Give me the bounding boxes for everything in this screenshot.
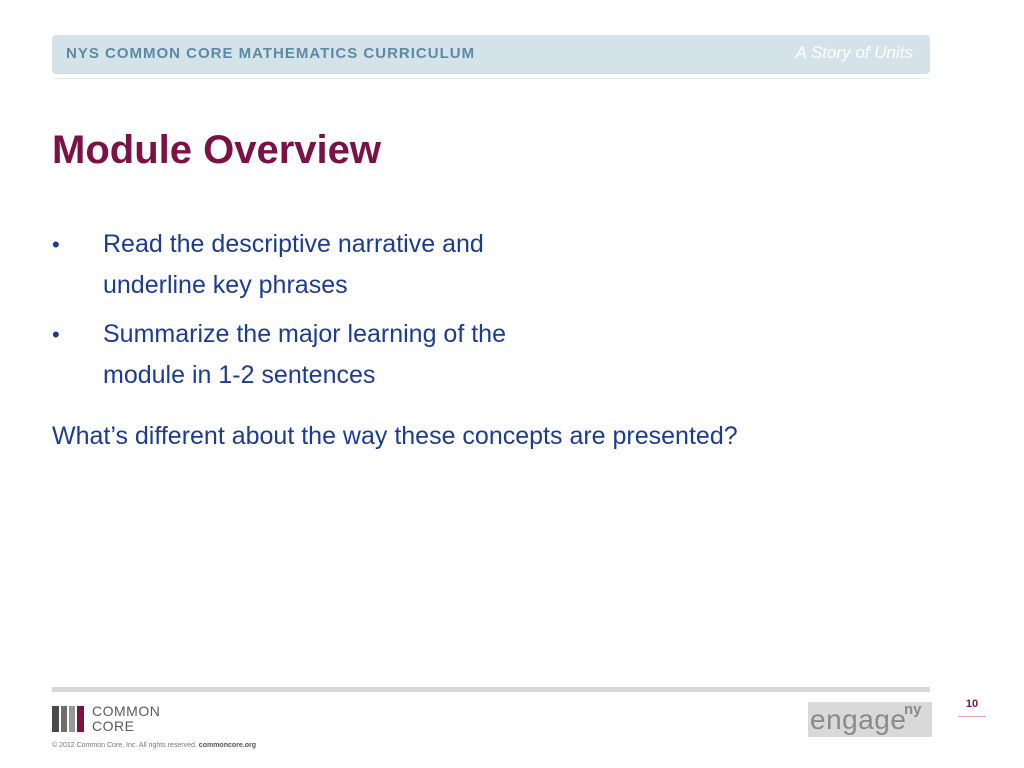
page-number-underline: [958, 716, 986, 717]
copyright-text: © 2012 Common Core, Inc. All rights reserved.: [52, 742, 197, 749]
bullet-text: Read the descriptive narrative and underline key phrases: [103, 230, 484, 299]
bullet-item: [52, 314, 652, 396]
discussion-question: What’s different about the way these concepts are presented?: [52, 422, 738, 450]
footer-divider: [52, 687, 930, 692]
common-core-wordmark: COMMON CORE: [92, 703, 161, 734]
common-core-bars-icon: [52, 706, 86, 732]
header-divider: [52, 78, 930, 79]
page-title: Module Overview: [52, 128, 381, 172]
bullet-icon: •: [52, 232, 60, 257]
story-title: A Story of Units: [795, 43, 913, 62]
curriculum-title: NYS COMMON CORE MATHEMATICS CURRICULUM: [66, 45, 476, 62]
copyright-notice: [52, 742, 256, 749]
common-core-logo: [52, 704, 192, 738]
bullet-list: [52, 224, 652, 404]
page-number: 10: [965, 698, 979, 710]
bullet-item: [52, 224, 652, 306]
engage-wordmark: engage: [810, 704, 907, 735]
copyright-link[interactable]: commoncore.org: [198, 742, 256, 749]
bullet-text: Summarize the major learning of the module in 1-2 sentences: [103, 320, 506, 389]
engage-superscript: ny: [904, 701, 922, 718]
engage-ny-logo: [808, 702, 932, 737]
bullet-icon: •: [52, 322, 60, 347]
